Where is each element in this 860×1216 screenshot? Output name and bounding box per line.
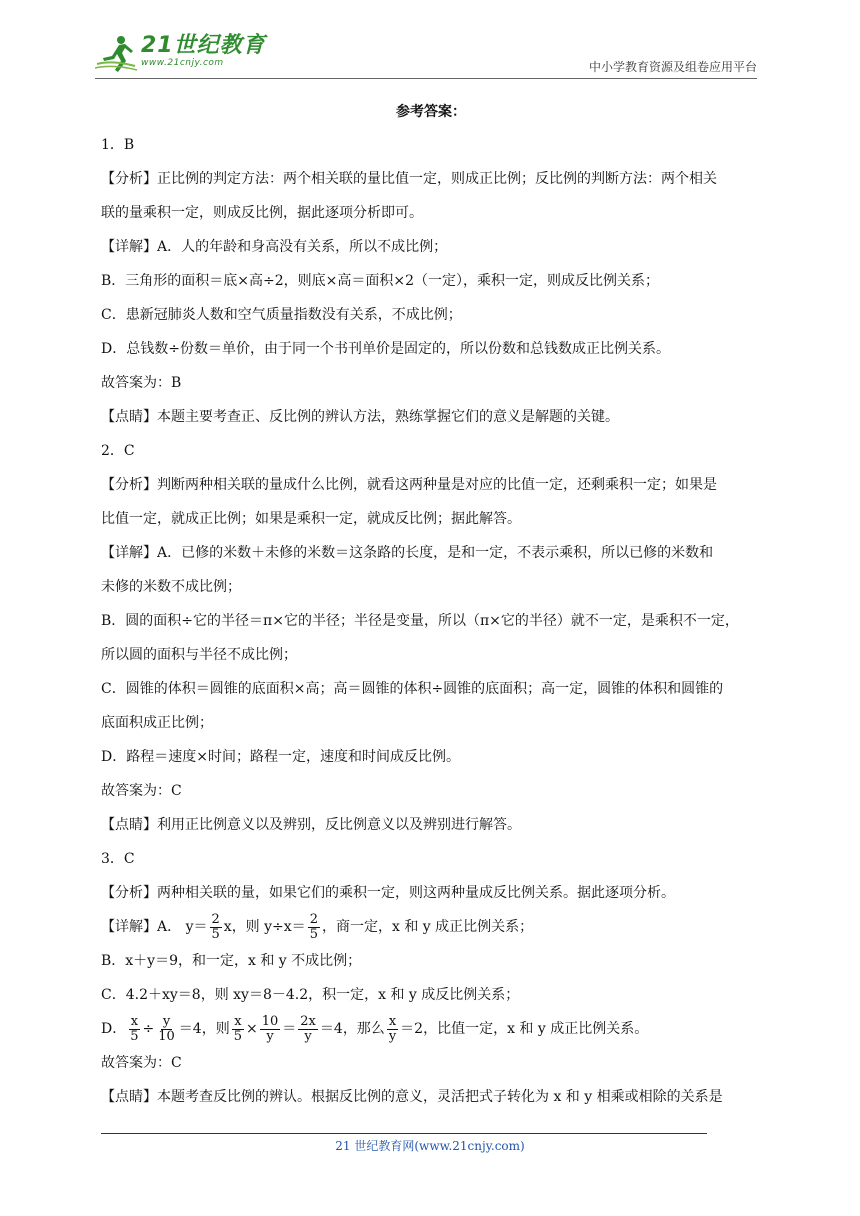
q2-final-answer: 故答案为：C — [101, 783, 182, 799]
q1-detail-b: B．三角形的面积＝底×高÷2，则底×高＝面积×2（一定），乘积一定，则成反比例关系； — [101, 273, 660, 289]
equals-sign: ＝ — [282, 1021, 297, 1037]
q3-detail-c: C．4.2＋xy＝8，则 xy＝8－4.2，积一定，x 和 y 成反比例关系； — [101, 987, 520, 1003]
platform-name: 中小学教育资源及组卷应用平台 — [588, 60, 757, 74]
fraction: $\frac{2}{5}$ — [211, 911, 220, 942]
q2-detail-c-line-1: C．圆锥的体积＝圆锥的底面积×高；高＝圆锥的体积÷圆锥的底面积；高一定，圆锥的体积和圆锥的 — [101, 681, 724, 697]
q2-detail-a-line-1: 【详解】A．已修的米数＋未修的米数＝这条路的长度，是和一定，不表示乘积，所以已修的米数和 — [101, 545, 714, 561]
answer-content — [101, 96, 761, 1114]
q2-answer: 2．C — [101, 443, 135, 459]
site-logo — [95, 34, 266, 76]
fraction: $\frac{x}{5}$ — [130, 1013, 139, 1044]
question-1 — [101, 128, 761, 434]
fraction: $\frac{x}{y}$ — [388, 1013, 397, 1044]
q3-a-end: ，商一定，x 和 y 成正比例关系； — [321, 919, 534, 935]
q2-detail-c-line-2: 底面积成正比例； — [101, 715, 213, 731]
q3-d-then: ，则 — [201, 1021, 230, 1037]
logo-title: 21世纪教育 — [141, 33, 266, 58]
q1-analysis-line-1: 【分析】正比例的判定方法：两个相关联的量比值一定，则成正比例；反比例的判断方法：两个相关 — [101, 171, 717, 187]
q3-d-so: ，那么 — [342, 1021, 385, 1037]
q3-a-prefix: 【详解】A． — [101, 919, 182, 935]
divide-sign: ÷ — [142, 1021, 155, 1037]
q2-detail-b-line-1: B．圆的面积÷它的半径＝π×它的半径；半径是变量，所以（π×它的半径）就不一定，是乘积不一定， — [101, 613, 739, 629]
fraction: $\frac{y}{10}$ — [158, 1013, 175, 1044]
q3-a-eq-left: y＝ — [185, 919, 208, 935]
fraction: $\frac{2}{5}$ — [309, 911, 318, 942]
fraction: $\frac{10}{y}$ — [261, 1013, 279, 1044]
q2-analysis-line-2: 比值一定，就成正比例；如果是乘积一定，就成反比例；据此解答。 — [101, 511, 521, 527]
logo-url: www.21cnjy.com — [141, 58, 224, 68]
q3-detail-b: B．x＋y＝9，和一定，x 和 y 不成比例； — [101, 953, 362, 969]
q2-detail-b-line-2: 所以圆的面积与半径不成比例； — [101, 647, 297, 663]
fraction: $\frac{2x}{y}$ — [300, 1013, 316, 1044]
q3-comment: 【点睛】本题考查反比例的辨认。根据反比例的意义，灵活把式子转化为 x 和 y 相乘或相除的关系是 — [101, 1089, 723, 1105]
q2-comment: 【点睛】利用正比例意义以及辨别，反比例意义以及辨别进行解答。 — [101, 817, 521, 833]
q2-detail-a-line-2: 未修的米数不成比例； — [101, 579, 241, 595]
q1-detail-a: 【详解】A．人的年龄和身高没有关系，所以不成比例； — [101, 239, 448, 255]
fraction: $\frac{x}{5}$ — [233, 1013, 242, 1044]
page-header — [95, 30, 757, 80]
q3-detail-a — [101, 910, 761, 944]
q3-d-prefix: D． — [101, 1021, 127, 1037]
times-sign: × — [246, 1021, 258, 1037]
q3-answer: 3．C — [101, 851, 135, 867]
equals-four: ＝4 — [319, 1021, 343, 1037]
q1-final-answer: 故答案为：B — [101, 375, 182, 391]
q2-analysis-line-1: 【分析】判断两种相关联的量成什么比例，就看这两种量是对应的比值一定，还剩乘积一定；如果是 — [101, 477, 717, 493]
q3-final-answer: 故答案为：C — [101, 1055, 182, 1071]
question-2 — [101, 434, 761, 842]
header-divider — [95, 78, 757, 79]
page-title: 参考答案： — [396, 104, 466, 120]
runner-logo-icon — [95, 34, 139, 74]
q1-answer: 1．B — [101, 137, 135, 153]
q1-comment: 【点睛】本题主要考查正、反比例的辨认方法，熟练掌握它们的意义是解题的关键。 — [101, 409, 619, 425]
q3-detail-d — [101, 1012, 761, 1046]
q3-analysis: 【分析】两种相关联的量，如果它们的乘积一定，则这两种量成反比例关系。据此逐项分析。 — [101, 885, 675, 901]
footer-divider — [101, 1133, 707, 1134]
q1-detail-d: D．总钱数÷份数＝单价，由于同一个书刊单价是固定的，所以份数和总钱数成正比例关系。 — [101, 341, 670, 357]
q2-detail-d: D．路程＝速度×时间；路程一定，速度和时间成反比例。 — [101, 749, 460, 765]
q1-analysis-line-2: 联的量乘积一定，则成反比例，据此逐项分析即可。 — [101, 205, 423, 221]
equals-four: ＝4 — [178, 1021, 202, 1037]
q3-d-end: ＝2，比值一定，x 和 y 成正比例关系。 — [400, 1021, 649, 1037]
page-footer[interactable]: 21 世纪教育网(www.21cnjy.com) — [335, 1139, 525, 1153]
q1-detail-c: C．患新冠肺炎人数和空气质量指数没有关系，不成比例； — [101, 307, 462, 323]
q3-a-eq-right: x — [223, 919, 232, 935]
question-3 — [101, 842, 761, 1114]
q3-a-mid: ，则 y÷x＝ — [231, 919, 306, 935]
